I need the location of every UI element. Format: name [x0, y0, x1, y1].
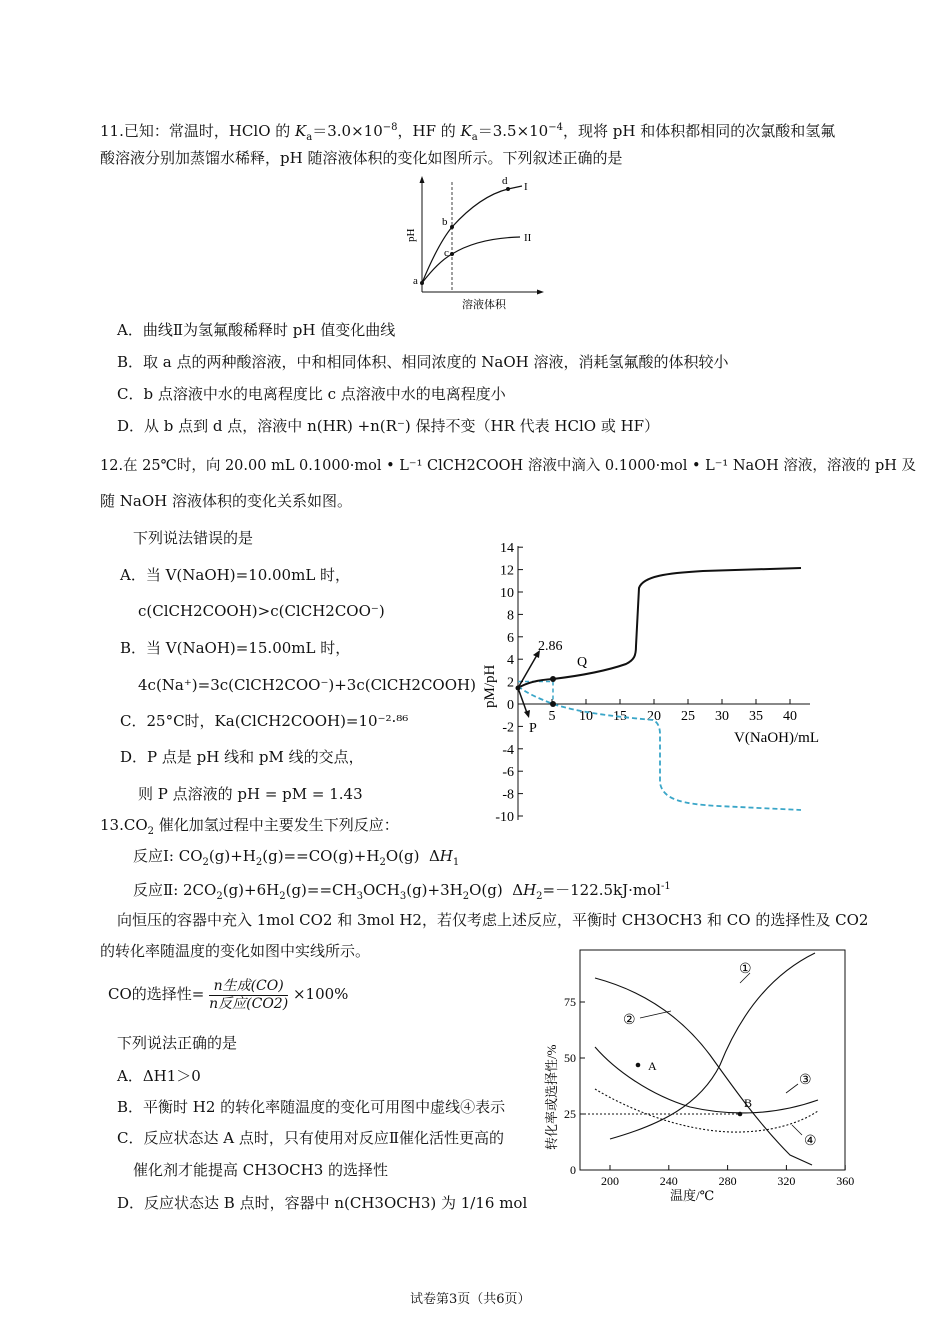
- q13-option-d: D．反应状态达 B 点时，容器中 n(CH3OCH3) 为 1/16 mol: [117, 1194, 528, 1212]
- q12-option-d-line2: 则 P 点溶液的 pH = pM = 1.43: [138, 785, 363, 803]
- y-tick-label: -10: [495, 810, 514, 825]
- x-tick-label: 5: [548, 709, 556, 724]
- q12-option-a-line2: c(ClCH2COOH)>c(ClCH2COO⁻): [138, 602, 385, 620]
- y-tick-label: 14: [500, 541, 514, 557]
- q13-prompt: 下列说法正确的是: [117, 1034, 238, 1052]
- point-p-label: P: [529, 721, 537, 736]
- y-tick-label: 2: [507, 675, 514, 691]
- x-tick-label: 10: [579, 709, 593, 724]
- y-tick-label: -4: [502, 742, 514, 758]
- q12-option-d-line1: D．P 点是 pH 线和 pM 线的交点，: [120, 748, 364, 766]
- q13-option-b: B．平衡时 H2 的转化率随温度的变化可用图中虚线④表示: [117, 1098, 506, 1116]
- y-tick-label: -2: [502, 720, 514, 736]
- curve-3-label: ③: [799, 1073, 812, 1088]
- x-tick-label: 40: [783, 709, 797, 724]
- point-a-label: A: [648, 1059, 657, 1073]
- y-tick-label: 12: [500, 563, 514, 579]
- page-footer: 试卷第3页（共6页）: [410, 1292, 531, 1307]
- x-axis-label: V(NaOH)/mL: [734, 730, 819, 746]
- q13-paragraph-line2: 的转化率随温度的变化如图中实线所示。: [100, 942, 371, 960]
- q11-option-a: A．曲线Ⅱ为氢氟酸稀释时 pH 值变化曲线: [117, 321, 396, 339]
- y-tick-label: 0: [570, 1163, 576, 1177]
- curve-2-label: ②: [623, 1013, 636, 1028]
- point-c: c: [444, 247, 449, 259]
- x-tick-label: 200: [601, 1174, 619, 1188]
- q12-option-c: C．25°C时，Ka(ClCH2COOH)=10⁻²·⁸⁶: [120, 712, 409, 730]
- q12-stem-line2: 随 NaOH 溶液体积的变化关系如图。: [100, 492, 352, 510]
- q11-option-d: D．从 b 点到 d 点，溶液中 n(HR) +n(R⁻) 保持不变（HR 代表 HClO 或 HF）: [117, 417, 660, 435]
- q11-option-b: B．取 a 点的两种酸溶液，中和相同体积、相同浓度的 NaOH 溶液，消耗氢氟酸的体积较小: [117, 353, 729, 371]
- y-tick-label: 50: [564, 1051, 576, 1065]
- q12-prompt: 下列说法错误的是: [133, 529, 254, 547]
- y-tick-label: 0: [507, 698, 514, 713]
- ph-curve: [518, 568, 801, 688]
- x-tick-label: 240: [659, 1174, 678, 1188]
- q11-stem-line2: 酸溶液分别加蒸馏水稀释，pH 随溶液体积的变化如图所示。下列叙述正确的是: [100, 149, 623, 167]
- q13-option-a: A．ΔH1＞0: [117, 1067, 201, 1085]
- q13-stem: $13.CO_2$ 催化加氢过程中主要发生下列反应：: [100, 816, 399, 837]
- q12-stem-line1: 12.在 25℃时，向 20.00 mL 0.1000·mol • L⁻¹ ClCH2COOH 溶液中滴入 0.1000·mol • L⁻¹ NaOH 溶液，溶液的 pH 及: [100, 458, 916, 474]
- y-tick-label: 25: [564, 1107, 576, 1121]
- annotation-2-86: 2.86: [538, 639, 563, 654]
- y-axis-label: pH: [405, 228, 417, 242]
- q13-paragraph-line1: 向恒压的容器中充入 1mol CO2 和 3mol H2，若仅考虑上述反应，平衡时 CH3OCH3 和 CO 的选择性及 CO2: [117, 911, 869, 929]
- curve-2: [595, 978, 812, 1165]
- curve-II-label: II: [524, 232, 532, 244]
- x-axis-label: 温度/℃: [670, 1188, 715, 1203]
- q12-chart: [478, 538, 838, 828]
- q13-formula: CO的选择性= $\frac{\text{n生成(CO)}}{\text{n反应(CO2)}}$ ×100%: [108, 977, 349, 1012]
- curve-4-label: ④: [804, 1134, 817, 1149]
- y-tick-label: 10: [500, 586, 514, 601]
- y-tick-label: 8: [507, 608, 514, 624]
- point-q-label: Q: [577, 655, 588, 670]
- y-tick-label: -6: [502, 765, 514, 781]
- curve-1-label: ①: [739, 962, 752, 977]
- curve-3: [595, 1047, 818, 1113]
- curve-I-label: I: [524, 181, 528, 193]
- x-tick-label: 30: [715, 709, 729, 724]
- x-tick-label: 360: [836, 1174, 855, 1188]
- x-tick-label: 35: [749, 709, 763, 724]
- q12-option-b-line1: B．当 V(NaOH)=15.00mL 时，: [120, 639, 351, 657]
- pm-curve: [518, 686, 801, 810]
- x-tick-label: 25: [681, 709, 695, 724]
- point-b-label: B: [744, 1096, 753, 1110]
- y-axis-label: pM/pH: [482, 664, 498, 708]
- point-a: a: [413, 275, 418, 287]
- y-tick-label: 4: [507, 653, 514, 669]
- q13-chart: [540, 945, 855, 1210]
- q11-option-c: C．b 点溶液中水的电离程度比 c 点溶液中水的电离程度小: [117, 385, 506, 403]
- q13-option-c-line1: C．反应状态达 A 点时，只有使用对反应Ⅱ催化活性更高的: [117, 1129, 505, 1147]
- q13-option-c-line2: 催化剂才能提高 CH3OCH3 的选择性: [133, 1161, 389, 1179]
- y-axis-label: 转化率或选择性/%: [544, 1044, 559, 1150]
- y-tick-label: 6: [507, 630, 514, 646]
- q13-reaction-2: 反应Ⅱ: $2CO_2(g)+6H_2(g)==CH_3OCH_3(g)+3H_2O(g)$ $\Delta H_2=-122.5kJ\cdot mol^{-1}$: [133, 881, 671, 902]
- x-tick-label: 280: [718, 1174, 737, 1188]
- q12-option-b-line2: 4c(Na⁺)=3c(ClCH2COO⁻)+3c(ClCH2COOH): [138, 676, 476, 694]
- q13-reaction-1: 反应Ⅰ: $CO_2(g)+H_2(g)==CO(g)+H_2O(g)$ $\Delta H_1$: [133, 847, 460, 868]
- point-b: b: [442, 216, 448, 228]
- x-tick-label: 20: [647, 709, 661, 724]
- x-tick-label: 15: [613, 709, 627, 724]
- y-tick-label: -8: [502, 787, 514, 803]
- q11-figure: [400, 172, 550, 312]
- x-tick-label: 320: [777, 1174, 796, 1188]
- point-d: d: [502, 175, 508, 187]
- y-tick-label: 75: [564, 995, 576, 1009]
- q11-stem-line1: 11.已知：常温时，HClO 的 $K_a=3.0\times 10^{-8}$，HF 的 $K_a=3.5\times 10^{-4}$，现将 pH 和体积都相同的次氯酸和氢氟: [100, 122, 836, 143]
- q12-option-a-line1: A．当 V(NaOH)=10.00mL 时，: [120, 566, 351, 584]
- x-axis-label: 溶液体积: [462, 299, 506, 311]
